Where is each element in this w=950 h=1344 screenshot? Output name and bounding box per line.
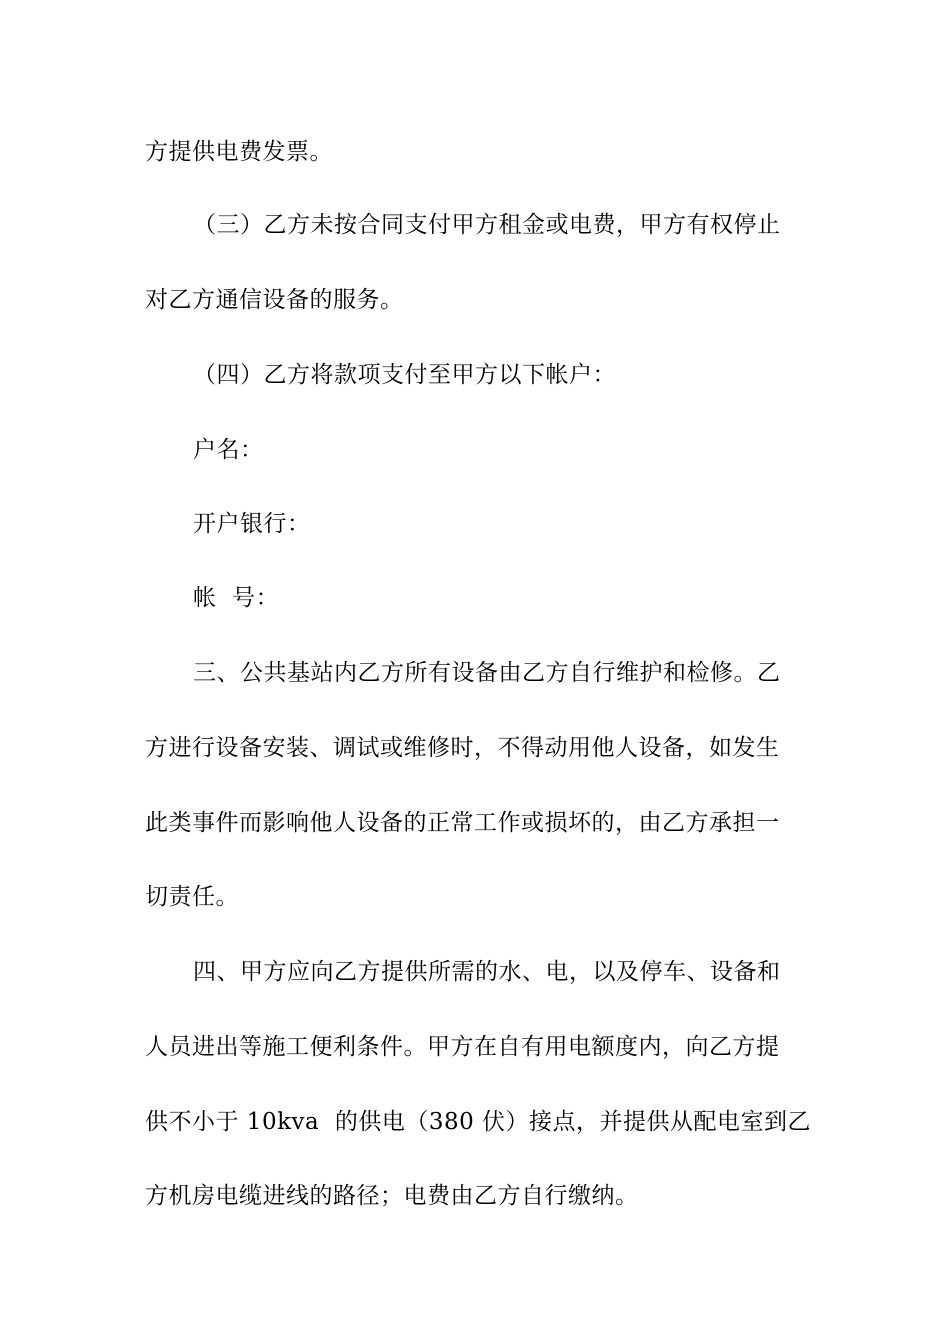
paragraph-line: 三、公共基站内乙方所有设备由乙方自行维护和检修。乙 bbox=[193, 660, 781, 686]
paragraph-line: 人员进出等施工便利条件。甲方在自有用电额度内，向乙方提 bbox=[145, 1034, 780, 1060]
account-number-label: 帐 号： bbox=[193, 585, 280, 611]
bank-label: 开户银行： bbox=[193, 511, 311, 537]
paragraph-line: 方提供电费发票。 bbox=[145, 139, 333, 165]
paragraph-line: 供不小于 10kva 的供电（380 伏）接点，并提供从配电室到乙 bbox=[145, 1109, 812, 1135]
paragraph-line: （四）乙方将款项支付至甲方以下帐户： bbox=[193, 362, 616, 388]
paragraph-line: 此类事件而影响他人设备的正常工作或损坏的，由乙方承担一 bbox=[145, 810, 780, 836]
paragraph-line: （三）乙方未按合同支付甲方租金或电费，甲方有权停止 bbox=[193, 212, 781, 238]
account-name-label: 户名： bbox=[193, 437, 264, 463]
paragraph-line: 方机房电缆进线的路径；电费由乙方自行缴纳。 bbox=[145, 1183, 639, 1209]
paragraph-line: 方进行设备安装、调试或维修时，不得动用他人设备，如发生 bbox=[145, 735, 780, 761]
paragraph-line: 对乙方通信设备的服务。 bbox=[145, 287, 404, 313]
paragraph-line: 四、甲方应向乙方提供所需的水、电，以及停车、设备和 bbox=[193, 959, 781, 985]
paragraph-line: 切责任。 bbox=[145, 884, 239, 910]
